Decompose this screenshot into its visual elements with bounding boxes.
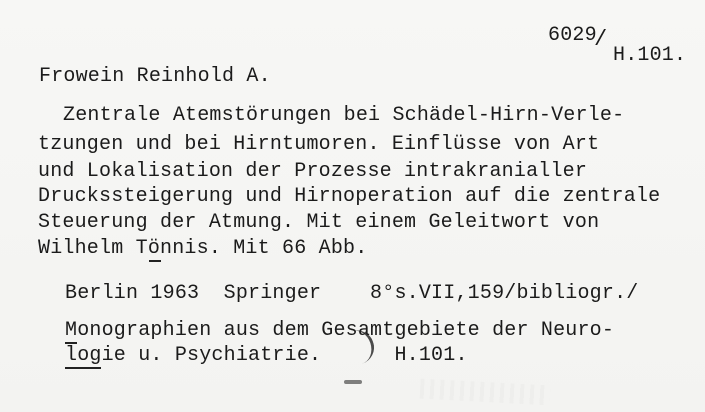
series-line-1: Monographien aus dem Gesamtgebiete der Neuro- bbox=[65, 319, 615, 342]
handwritten-underline-mark bbox=[65, 367, 101, 369]
title-line-6: Wilhelm Tönnis. Mit 66 Abb. bbox=[38, 237, 368, 260]
author-name: Frowein Reinhold A. bbox=[39, 65, 271, 88]
handwritten-underline-mark bbox=[149, 260, 161, 262]
ink-smudge bbox=[344, 380, 362, 384]
call-number: H.101. bbox=[613, 44, 687, 67]
title-line-4: Druckssteigerung und Hirnoperation auf die zentrale bbox=[38, 185, 661, 208]
title-line-1: Zentrale Atemstörungen bei Schädel-Hirn-Verle- bbox=[63, 104, 625, 127]
handwritten-underline-mark bbox=[65, 342, 77, 344]
title-line-3: und Lokalisation der Prozesse intrakranialler bbox=[38, 160, 588, 183]
imprint-line: Berlin 1963 Springer 8°s.VII,159/bibliogr./ bbox=[65, 282, 639, 305]
title-line-5: Steuerung der Atmung. Mit einem Geleitwort von bbox=[38, 211, 600, 234]
shelf-slash: / bbox=[594, 27, 608, 52]
shelf-number: 6029 bbox=[548, 24, 597, 47]
series-line-2: logie u. Psychiatrie. H.101. bbox=[65, 344, 468, 367]
background-show-through bbox=[420, 379, 551, 406]
title-line-2: tzungen und bei Hirntumoren. Einflüsse von Art bbox=[38, 133, 600, 156]
